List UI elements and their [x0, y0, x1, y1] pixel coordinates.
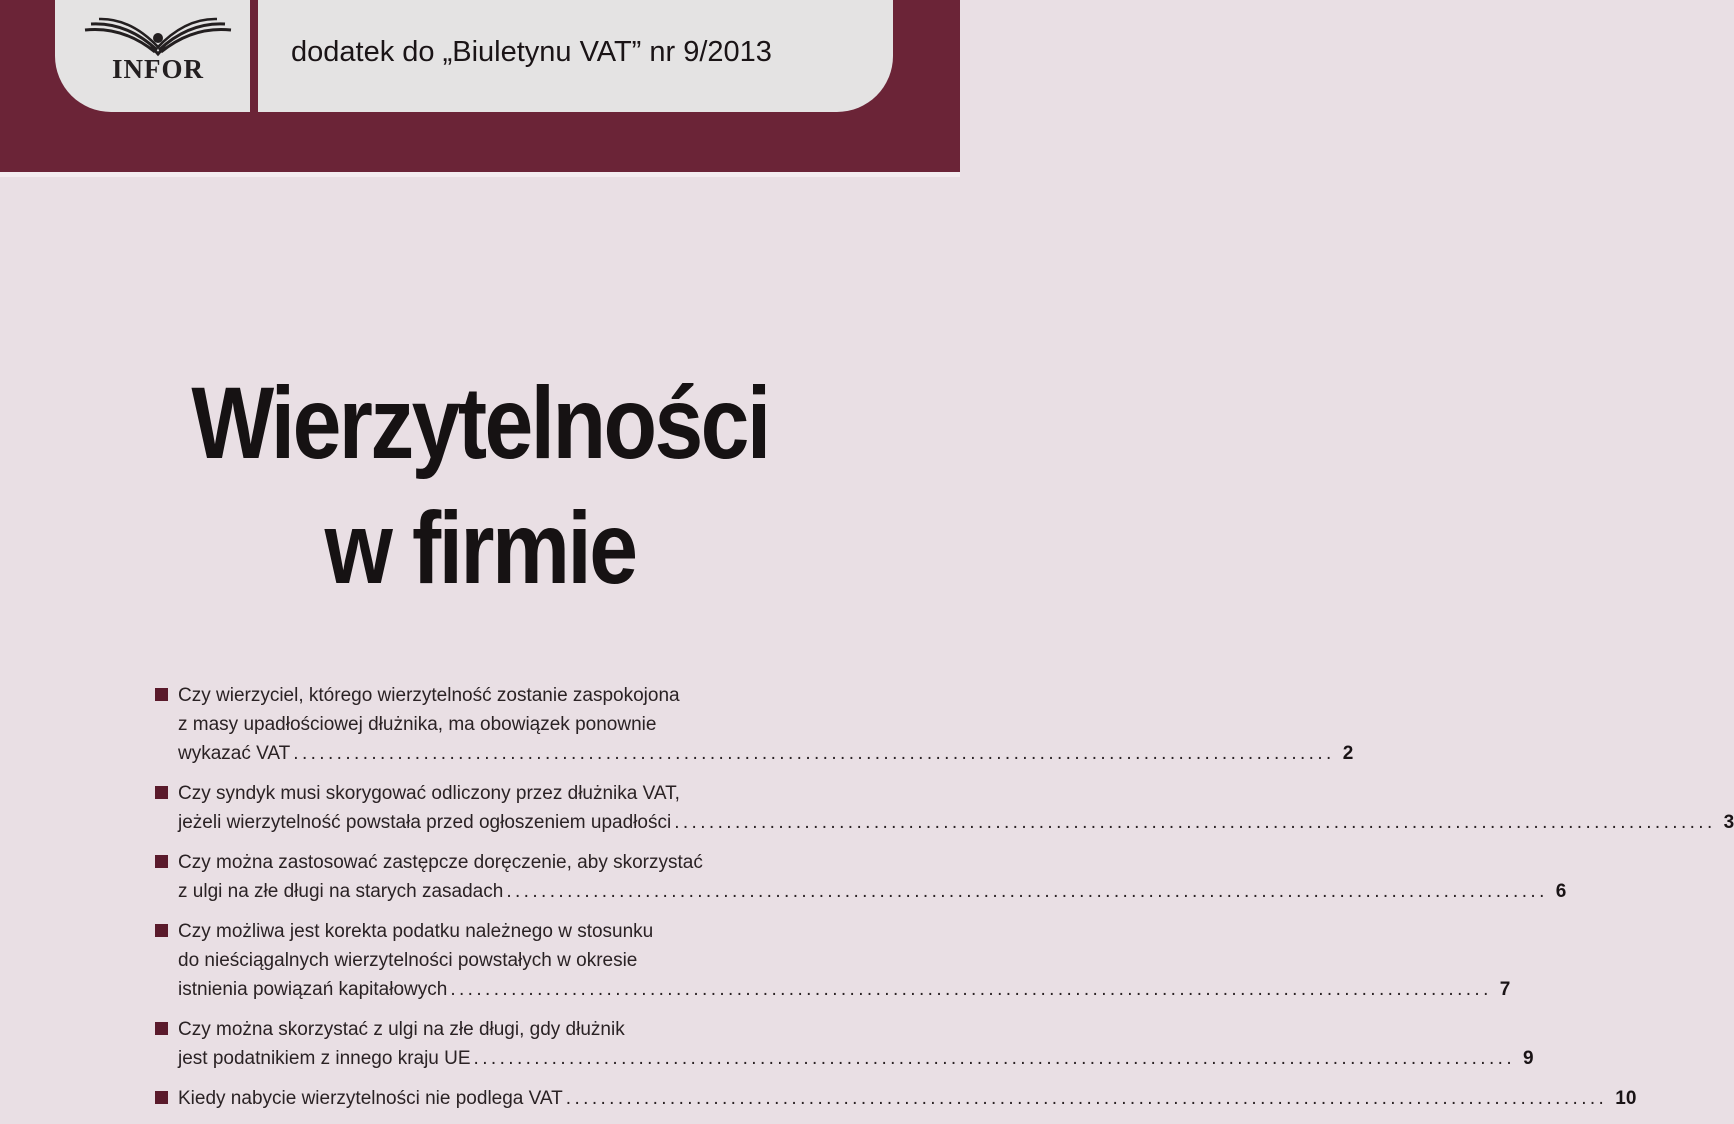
dot-leader: ........................................................................................................................ [473, 1048, 1516, 1069]
supplement-title: dodatek do „Biuletynu VAT” nr 9/2013 [291, 36, 772, 68]
toc-item[interactable] [155, 848, 1567, 906]
square-bullet-icon [155, 1091, 168, 1104]
toc-item-text: jeżeli wierzytelność powstała przed ogłoszeniem upadłości [178, 812, 672, 833]
toc-item-text: do nieściągalnych wierzytelności powstałych w okresie [178, 950, 638, 971]
page-number: 7 [1499, 979, 1511, 1000]
toc-item[interactable] [155, 779, 1734, 837]
toc-item-text: z ulgi na złe długi na starych zasadach [178, 881, 504, 902]
dot-leader: ........................................................................................................................ [506, 881, 1548, 902]
page-number: 2 [1342, 743, 1354, 764]
page-number: 6 [1555, 881, 1567, 902]
header-card [55, 0, 893, 112]
toc-item-text: wykazać VAT [178, 743, 291, 764]
square-bullet-icon [155, 924, 168, 937]
dot-leader: ........................................................................................................................ [293, 743, 1335, 764]
toc-item-text: Czy możliwa jest korekta podatku należnego w stosunku [178, 921, 654, 942]
dot-leader: ........................................................................................................................ [674, 812, 1716, 833]
main-title-line2: w firmie [324, 491, 636, 605]
square-bullet-icon [155, 855, 168, 868]
dot-leader: ........................................................................................................................ [565, 1088, 1608, 1109]
square-bullet-icon [155, 688, 168, 701]
page-number: 9 [1523, 1048, 1534, 1069]
page-number: 3 [1723, 812, 1734, 833]
toc-item-text: istnienia powiązań kapitałowych [178, 979, 448, 1000]
toc-item-text: jest podatnikiem z innego kraju UE [178, 1048, 471, 1069]
main-title-line1: Wierzytelności [191, 366, 769, 480]
toc-item-text: z masy upadłościowej dłużnika, ma obowiązek ponownie [178, 714, 657, 735]
toc-item-text: Kiedy nabycie wierzytelności nie podlega VAT [178, 1088, 563, 1109]
banner-divider-line [0, 172, 960, 177]
page-number: 10 [1615, 1088, 1637, 1109]
toc-item[interactable] [155, 681, 1354, 768]
toc-item-text: Czy syndyk musi skorygować odliczony przez dłużnika VAT, [178, 783, 680, 804]
square-bullet-icon [155, 1022, 168, 1035]
toc-item[interactable] [155, 1084, 1637, 1113]
toc-item-text: Czy można zastosować zastępcze doręczenie, aby skorzystać [178, 852, 703, 873]
header-divider [250, 0, 258, 112]
toc-item-text: Czy wierzyciel, którego wierzytelność zostanie zaspokojona [178, 685, 680, 706]
dot-leader: ........................................................................................................................ [450, 979, 1492, 1000]
toc-item[interactable] [155, 917, 1511, 1004]
table-of-contents [155, 681, 1734, 1124]
toc-item[interactable] [155, 1015, 1534, 1073]
infor-logo [83, 18, 233, 84]
toc-item-text: Czy można skorzystać z ulgi na złe długi, gdy dłużnik [178, 1019, 625, 1040]
infor-logo-emblem-icon [83, 18, 233, 58]
square-bullet-icon [155, 786, 168, 799]
logo-wordmark: INFOR [112, 54, 204, 84]
